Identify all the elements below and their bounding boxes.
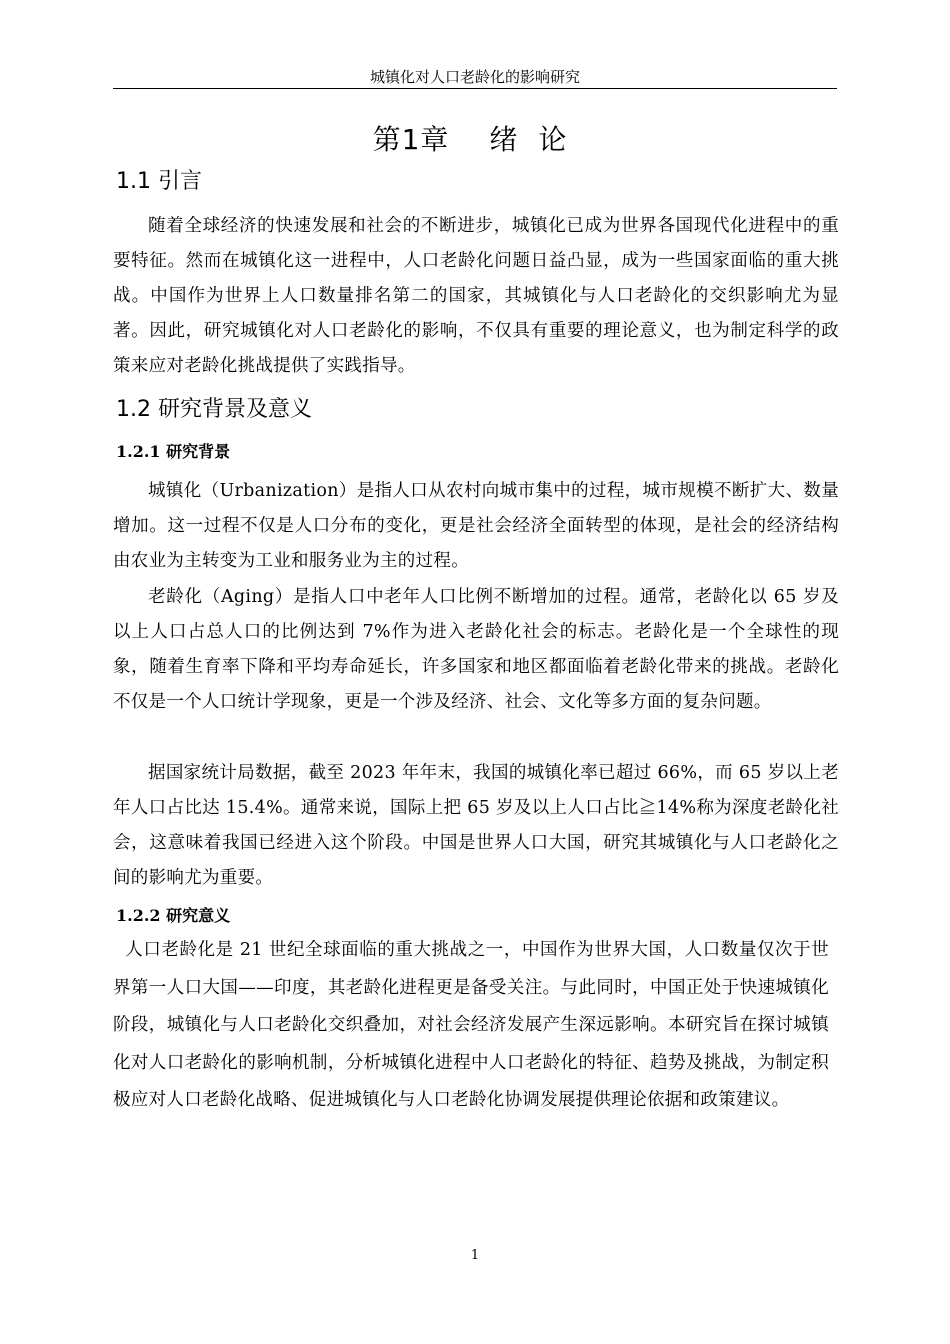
significance-paragraph: 人口老龄化是 21 世纪全球面临的重大挑战之一，中国作为世界大国，人口数量仅次于世界第一人口大国——印度，其老龄化进程更是备受关注。与此同时，中国正处于快速城镇化阶段，城镇化与人口老龄化交织叠加，对社会经济发展产生深远影响。本研究旨在探讨城镇化对人口老龄化的影响机制，分析城镇化进程中人口老龄化的特征、趋势及挑战，为制定积极应对人口老龄化战略、促进城镇化与人口老龄化协调发展提供理论依据和政策建议。: [113, 940, 829, 1110]
page-number: 1: [470, 1248, 480, 1263]
chapter-number: 第1章: [372, 123, 450, 156]
background-paragraph-statistics: 据国家统计局数据，截至 2023 年年末，我国的城镇化率已超过 66%，而 65 岁以上老年人口占比达 15.4%。通常来说，国际上把 65 岁及以上人口占比≧14%称为深度老龄化社会，这意味着我国已经进入这个阶段。中国是世界人口大国，研究其城镇化与人口老龄化之间的影响尤为重要。: [113, 763, 839, 888]
subsection-heading-1-2-2: 1.2.2 研究意义: [116, 906, 231, 925]
subsection-heading-1-2-1: 1.2.1 研究背景: [116, 442, 231, 461]
chapter-title-char-1: 绪: [489, 123, 519, 156]
running-header: 城镇化对人口老龄化的影响研究: [369, 68, 580, 86]
background-paragraph-urbanization: 城镇化（Urbanization）是指人口从农村向城市集中的过程，城市规模不断扩大、数量增加。这一过程不仅是人口分布的变化，更是社会经济全面转型的体现，是社会的经济结构由农业为主转变为工业和服务业为主的过程。: [113, 481, 839, 571]
background-paragraph-aging: 老龄化（Aging）是指人口中老年人口比例不断增加的过程。通常，老龄化以 65 岁及以上人口占总人口的比例达到 7%作为进入老龄化社会的标志。老龄化是一个全球性的现象，随着生育率下降和平均寿命延长，许多国家和地区都面临着老龄化带来的挑战。老龄化不仅是一个人口统计学现象，更是一个涉及经济、社会、文化等多方面的复杂问题。: [113, 587, 839, 712]
introduction-paragraph: 随着全球经济的快速发展和社会的不断进步，城镇化已成为世界各国现代化进程中的重要特征。然而在城镇化这一进程中，人口老龄化问题日益凸显，成为一些国家面临的重大挑战。中国作为世界上人口数量排名第二的国家，其城镇化与人口老龄化的交织影响尤为显著。因此，研究城镇化对人口老龄化的影响，不仅具有重要的理论意义，也为制定科学的政策来应对老龄化挑战提供了实践指导。: [113, 216, 839, 376]
chapter-title: [113, 118, 837, 162]
section-heading-1-2: 1.2 研究背景及意义: [116, 397, 312, 422]
header-rule: [113, 88, 837, 89]
section-heading-1-1: 1.1 引言: [116, 169, 202, 194]
chapter-title-char-2: 论: [538, 123, 568, 156]
